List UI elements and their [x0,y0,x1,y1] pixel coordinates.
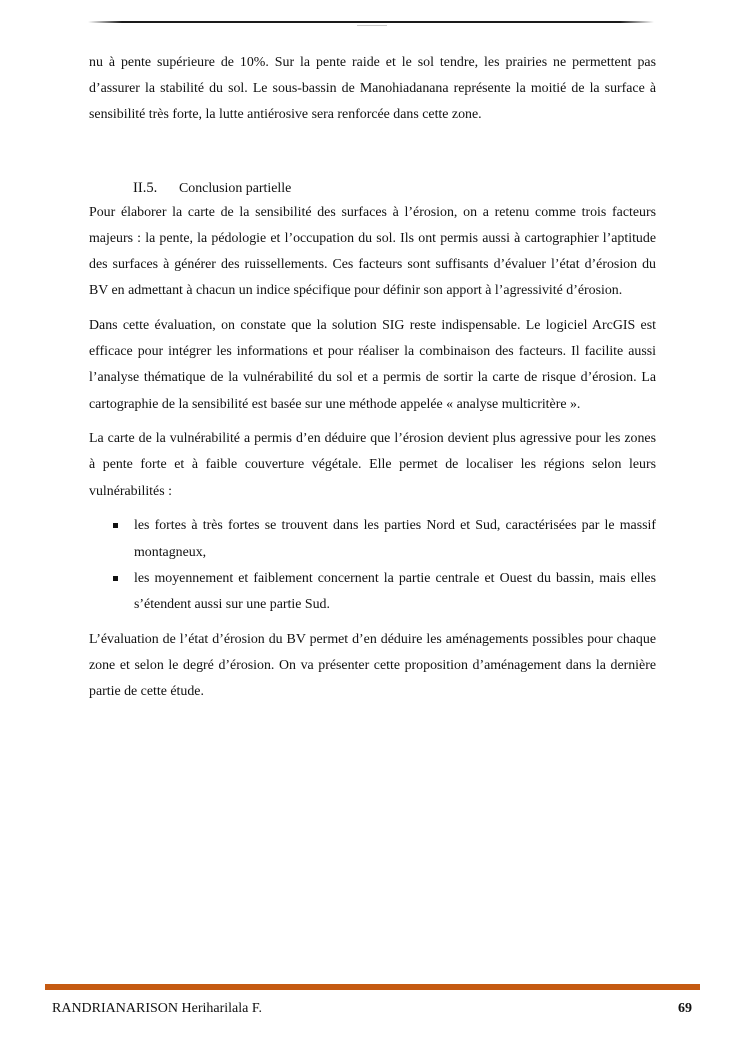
list-item-text: les moyennement et faiblement concernent la partie centrale et Ouest du bassin, mais elles s’étendent aussi sur une partie Sud. [134,570,656,612]
section-number: II.5. [133,179,158,196]
header-rule [88,21,654,23]
bullet-list [89,513,656,618]
paragraph: Dans cette évaluation, on constate que la solution SIG reste indispensable. Le logiciel ArcGIS est efficace pour intégrer les informations et pour réaliser la combinaison des facteurs. Il facilite aussi l’analyse thématique de la vulnérabilité du sol et a permis de sortir la carte de risque d’érosion. La cartographie de la sensibilité est basée sur une méthode appelée « analyse multicritère ». [89,317,656,412]
section-title: Conclusion partielle [179,180,292,196]
section-heading [133,175,656,202]
page-number: 69 [678,1001,692,1016]
list-item [89,566,656,618]
square-bullet-icon [113,576,118,581]
intro-paragraph: nu à pente supérieure de 10%. Sur la pente raide et le sol tendre, les prairies ne permettent pas d’assurer la stabilité du sol. Le sous-bassin de Manohiadanana représente la moitié de la surface à sensibilité très forte, la lutte antiérosive sera renforcée dans cette zone. [89,55,656,123]
paragraph: Pour élaborer la carte de la sensibilité des surfaces à l’érosion, on a retenu comme trois facteurs majeurs : la pente, la pédologie et l’occupation du sol. Ils ont permis aussi à cartographier l’aptitude des surfaces à générer des ruissellements. Ces facteurs sont suffisants d’évaluer l’état d’érosion du BV en admettant à chacun un indice spécifique pour définir son apport à l’agressivité d’érosion. [89,204,656,299]
closing-paragraph: L’évaluation de l’état d’érosion du BV permet d’en déduire les aménagements possibles pour chaque zone et selon le degré d’érosion. On va présenter cette proposition d’aménagement dans la dernière partie de cette étude. [89,631,656,700]
footer-rule [45,984,700,990]
footer-author: RANDRIANARISON Heriharilala F. [52,1001,263,1016]
list-item-text: les fortes à très fortes se trouvent dans les parties Nord et Sud, caractérisées par le massif montagneux, [134,518,656,560]
list-item [89,513,656,565]
header-rule-mark [357,25,387,26]
square-bullet-icon [113,523,118,528]
page-body [89,50,656,714]
paragraph: La carte de la vulnérabilité a permis d’en déduire que l’érosion devient plus agressive pour les zones à pente forte et à faible couverture végétale. Elle permet de localiser les régions selon leurs vulnérabilités : [89,431,656,499]
